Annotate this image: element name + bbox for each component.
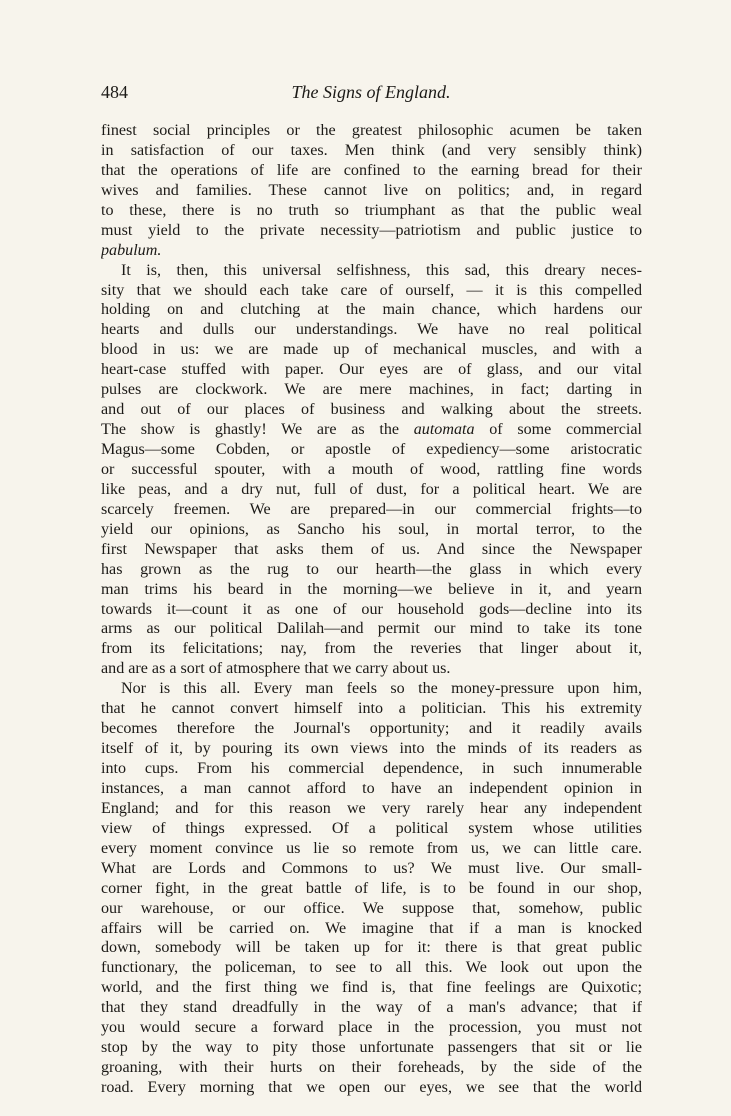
text-line: functionary, the policeman, to see to all this. We look out upon the [101, 959, 642, 977]
text-line: has grown as the rug to our hearth—the glass in which every [101, 560, 642, 578]
text-line: The show is ghastly! We are as the automata of some commercial [101, 421, 642, 439]
text-line: that the operations of life are confined to the earning bread for their [101, 161, 642, 179]
page-header [101, 82, 641, 110]
text-line: pulses are clockwork. We are mere machines, in fact; darting in [101, 381, 642, 399]
text-line: itself of it, by pouring its own views into the minds of its readers as [101, 740, 642, 758]
text-line: heart-case stuffed with paper. Our eyes are of glass, and our vital [101, 361, 642, 379]
text-line: holding on and clutching at the main chance, which hardens our [101, 301, 642, 319]
paragraph [101, 261, 642, 680]
text-line: blood in us: we are made up of mechanical muscles, and with a [101, 341, 642, 359]
text-line: you would secure a forward place in the procession, you must not [101, 1019, 642, 1037]
text-line: from its felicitations; nay, from the reveries that linger about it, [101, 640, 642, 658]
text-line: view of things expressed. Of a political system whose utilities [101, 819, 642, 837]
body-text [101, 121, 642, 1098]
paragraph [101, 679, 642, 1098]
text-line: hearts and dulls our understandings. We have no real political [101, 321, 642, 339]
text-line: Nor is this all. Every man feels so the money-pressure upon him, [121, 680, 642, 698]
text-line: in satisfaction of our taxes. Men think (and very sensibly think) [101, 141, 642, 159]
italic-word: automata [413, 421, 475, 439]
text-line: arms as our political Dalilah—and permit our mind to take its tone [101, 620, 642, 638]
text-line: our warehouse, or our office. We suppose that, somehow, public [101, 899, 642, 917]
text-line: scarcely freemen. We are prepared—in our commercial frights—to [101, 500, 642, 518]
text-line: It is, then, this universal selfishness, this sad, this dreary neces- [121, 261, 642, 279]
text-line: or successful spouter, with a mouth of wood, rattling fine words [101, 460, 642, 478]
text-line: What are Lords and Commons to us? We must live. Our small- [101, 859, 642, 877]
text-line: yield our opinions, as Sancho his soul, in mortal terror, to the [101, 520, 642, 538]
text-line: England; and for this reason we very rarely hear any independent [101, 799, 642, 817]
text-line: Magus—some Cobden, or apostle of expediency—some aristocratic [101, 441, 642, 458]
italic-word: pabulum. [101, 241, 162, 259]
text-line: stop by the way to pity those unfortunate passengers that sit or lie [101, 1039, 642, 1057]
text-line: becomes therefore the Journal's opportunity; and it readily avails [101, 720, 642, 738]
text-line: wives and families. These cannot live on politics; and, in regard [101, 181, 642, 199]
text-line: every moment convince us lie so remote from us, we can little care. [101, 839, 642, 857]
text-line: down, somebody will be taken up for it: there is that great public [101, 939, 642, 957]
text-line: road. Every morning that we open our eyes, we see that the world [101, 1079, 642, 1096]
text-line: man trims his beard in the morning—we believe in it, and yearn [101, 580, 642, 598]
text-line: first Newspaper that asks them of us. And since the Newspaper [101, 540, 642, 558]
text-line: sity that we should each take care of ourself, — it is this compelled [101, 281, 642, 299]
text-line: world, and the first thing we find is, that fine feelings are Quixotic; [101, 979, 642, 997]
text-line: groaning, with their hurts on their foreheads, by the side of the [101, 1059, 642, 1077]
text-line: towards it—count it as one of our household gods—decline into its [101, 600, 642, 618]
text-line: that he cannot convert himself into a politician. This his extremity [101, 700, 642, 718]
text-line [101, 241, 642, 261]
running-title: The Signs of England. [291, 82, 451, 102]
text-line: into cups. From his commercial dependence, in such innumerable [101, 760, 642, 777]
paragraph [101, 121, 642, 261]
text-line: instances, a man cannot afford to have an independent opinion in [101, 779, 642, 797]
page-number: 484 [101, 82, 128, 102]
text-line: like peas, and a dry nut, full of dust, for a political heart. We are [101, 480, 642, 498]
text-line: affairs will be carried on. We imagine that if a man is knocked [101, 919, 642, 937]
text-line: and are as a sort of atmosphere that we carry about us. [101, 660, 451, 678]
text-line: and out of our places of business and walking about the streets. [101, 401, 642, 419]
text-line: to these, there is no truth so triumphant as that the public weal [101, 201, 642, 219]
text-line: that they stand dreadfully in the way of a man's advance; that if [101, 999, 642, 1017]
text-line: finest social principles or the greatest philosophic acumen be taken [101, 122, 642, 139]
text-line: corner fight, in the great battle of life, is to be found in our shop, [101, 879, 642, 897]
text-line: must yield to the private necessity—patriotism and public justice to [101, 221, 642, 239]
